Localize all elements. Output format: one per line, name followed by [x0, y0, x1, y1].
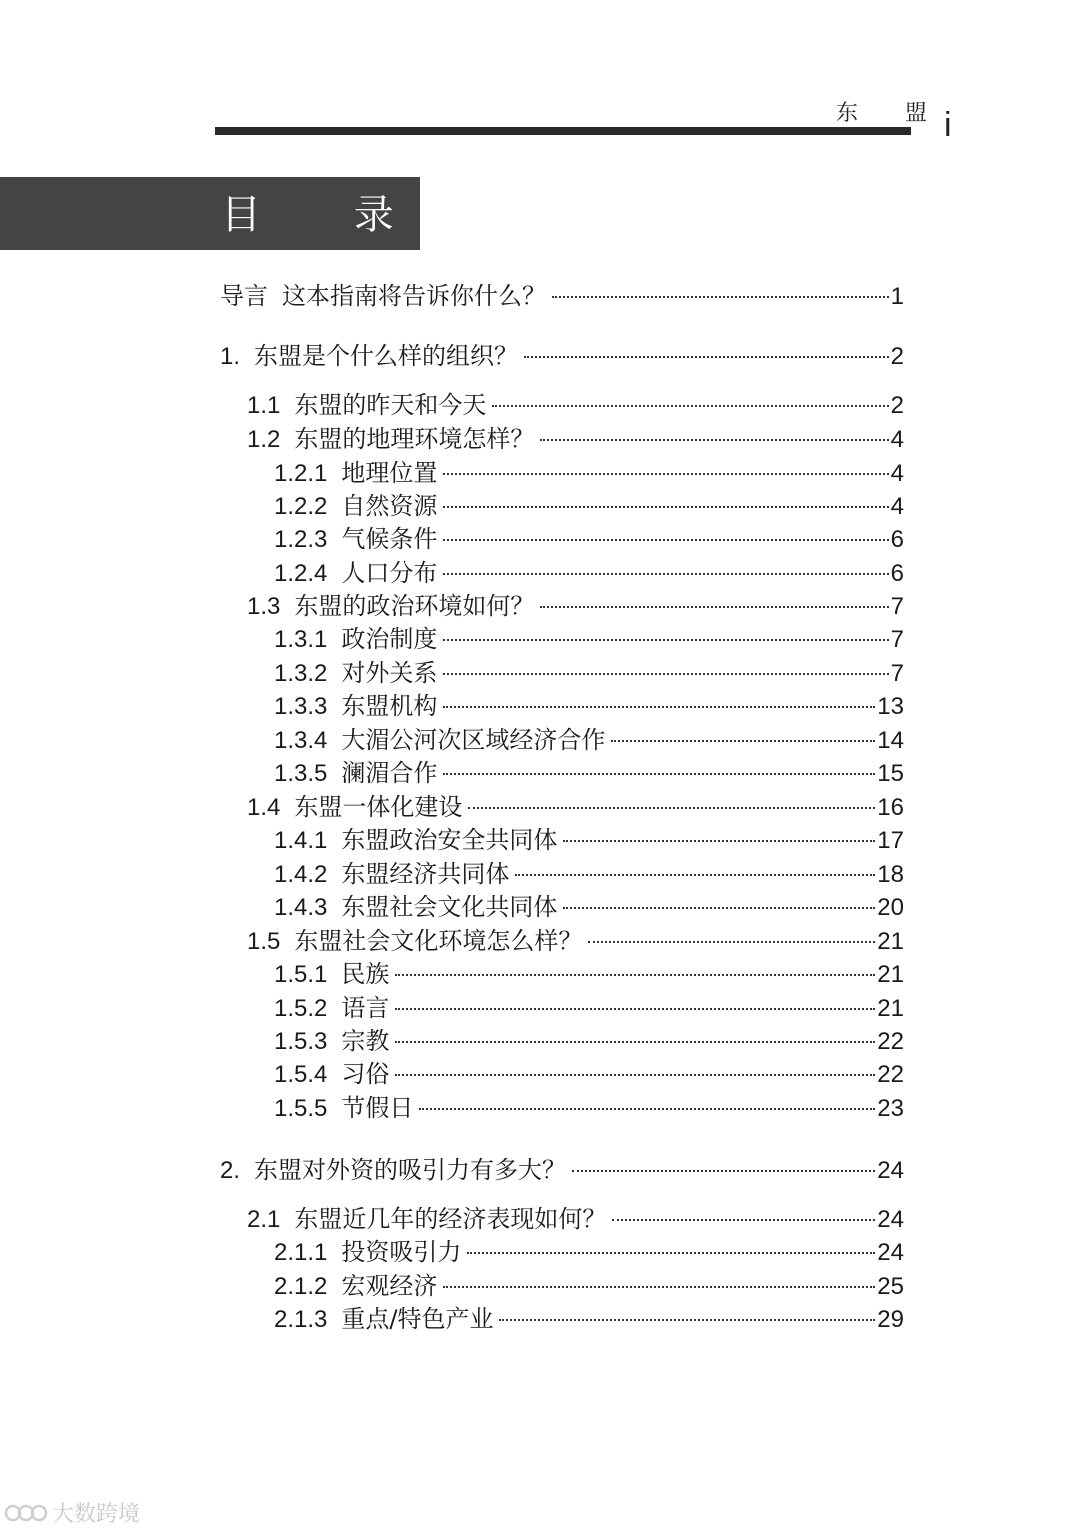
toc-entry-title: 东盟社会文化共同体	[341, 893, 558, 921]
toc-leader-dots	[395, 1074, 875, 1076]
toc-leader-dots	[395, 974, 875, 976]
toc-leader-dots	[443, 506, 888, 508]
toc-leader-dots	[443, 706, 875, 708]
toc-entry-title: 东盟社会文化环境怎么样？	[294, 927, 583, 955]
toc-leader-dots	[443, 639, 888, 641]
toc-leader-dots	[492, 405, 888, 407]
toc-entry-page: 2	[890, 343, 904, 370]
toc-entry[interactable]	[274, 1092, 904, 1124]
toc-entry-title: 投资吸引力	[341, 1238, 462, 1266]
toc-entry-title: 东盟是个什么样的组织？	[254, 342, 519, 370]
toc-entry-number: 1.4	[247, 794, 281, 821]
toc-entry-number: 1.4.3	[274, 894, 328, 921]
toc-entry-page: 23	[877, 1095, 904, 1122]
toc-entry[interactable]	[274, 757, 904, 789]
toc-entry-number: 1.2.1	[274, 460, 328, 487]
toc-entry-title: 东盟政治安全共同体	[341, 826, 558, 854]
toc-entry-number: 1.5.5	[274, 1095, 328, 1122]
toc-entry-page: 22	[877, 1061, 904, 1088]
toc-entry-number: 1.2.3	[274, 526, 328, 553]
toc-leader-dots	[419, 1108, 875, 1110]
toc-entry-number: 2.1	[247, 1206, 281, 1233]
toc-leader-dots	[540, 439, 888, 441]
toc-entry-title: 东盟一体化建设	[294, 793, 463, 821]
toc-entry[interactable]	[247, 590, 904, 622]
toc-leader-dots	[540, 606, 888, 608]
toc-leader-dots	[443, 473, 888, 475]
toc-entry-page: 24	[877, 1206, 904, 1233]
toc-entry-number: 1.2	[247, 426, 281, 453]
toc-entry[interactable]	[220, 280, 904, 312]
toc-entry-page: 4	[890, 426, 904, 453]
toc-entry-page: 17	[877, 827, 904, 854]
toc-entry[interactable]	[274, 623, 904, 655]
toc-entry-number: 1.5.2	[274, 995, 328, 1022]
toc-entry-number: 1.4.2	[274, 861, 328, 888]
toc-leader-dots	[612, 1219, 875, 1221]
toc-entry-title: 自然资源	[341, 492, 438, 520]
watermark-logo-icon	[4, 1499, 48, 1527]
toc-entry[interactable]	[274, 523, 904, 555]
toc-entry[interactable]	[220, 1154, 904, 1186]
toc-entry-number: 1.5.1	[274, 961, 328, 988]
toc-entry-page: 24	[877, 1157, 904, 1184]
page-number: i	[944, 106, 952, 144]
watermark	[4, 1497, 140, 1528]
toc-entry-page: 1	[890, 283, 904, 310]
toc-leader-dots	[572, 1170, 875, 1172]
toc-leader-dots	[611, 740, 875, 742]
toc-entry-number: 1.3.4	[274, 727, 328, 754]
toc-entry-number: 1.3.5	[274, 760, 328, 787]
toc-entry-page: 2	[890, 392, 904, 419]
toc-entry-title: 东盟的政治环境如何？	[294, 592, 535, 620]
toc-entry-page: 6	[890, 526, 904, 553]
toc-entry-page: 7	[890, 593, 904, 620]
toc-entry-number: 2.1.2	[274, 1273, 328, 1300]
toc-entry-title: 语言	[341, 994, 390, 1022]
toc-entry-number: 导言	[220, 283, 268, 310]
toc-entry-page: 20	[877, 894, 904, 921]
toc-entry-title: 宏观经济	[341, 1272, 438, 1300]
toc-entry-number: 2.1.3	[274, 1306, 328, 1333]
toc-leader-dots	[467, 1252, 875, 1254]
toc-leader-dots	[499, 1319, 875, 1321]
toc-entry-title: 政治制度	[341, 625, 438, 653]
toc-entry[interactable]	[274, 891, 904, 923]
toc-entry[interactable]	[247, 389, 904, 421]
watermark-text: 大数跨境	[52, 1502, 141, 1527]
toc-entry-number: 1.	[220, 343, 241, 370]
toc-entry-page: 21	[877, 961, 904, 988]
toc-entry-page: 13	[877, 693, 904, 720]
toc-entry[interactable]	[274, 1270, 904, 1302]
toc-leader-dots	[563, 840, 875, 842]
toc-leader-dots	[524, 356, 889, 358]
toc-entry[interactable]	[274, 1236, 904, 1268]
toc-entry-page: 21	[877, 928, 904, 955]
toc-entry-title: 东盟近几年的经济表现如何？	[294, 1205, 607, 1233]
toc-leader-dots	[443, 573, 888, 575]
toc-entry-page: 16	[877, 794, 904, 821]
toc-entry[interactable]	[274, 992, 904, 1024]
toc-entry[interactable]	[274, 1058, 904, 1090]
toc-entry[interactable]	[274, 1303, 904, 1335]
toc-entry-page: 7	[890, 660, 904, 687]
toc-entry[interactable]	[274, 1025, 904, 1057]
toc-entry[interactable]	[274, 490, 904, 522]
toc-entry-title: 地理位置	[341, 459, 438, 487]
toc-leader-dots	[443, 1286, 875, 1288]
toc-entry[interactable]	[247, 423, 904, 455]
toc-entry-title: 东盟经济共同体	[341, 860, 510, 888]
toc-entry-title: 澜湄合作	[341, 759, 438, 787]
toc-leader-dots	[443, 539, 888, 541]
toc-leader-dots	[443, 773, 875, 775]
toc-entry-page: 7	[890, 626, 904, 653]
toc-entry[interactable]	[247, 925, 904, 957]
toc-leader-dots	[515, 874, 875, 876]
toc-entry-number: 1.4.1	[274, 827, 328, 854]
toc-entry-title: 气候条件	[341, 525, 438, 553]
running-head: 东 盟	[836, 101, 947, 126]
toc-entry-page: 4	[890, 493, 904, 520]
toc-entry-title: 大湄公河次区域经济合作	[341, 726, 606, 754]
toc-entry[interactable]	[274, 958, 904, 990]
toc-entry-number: 1.3.2	[274, 660, 328, 687]
toc-entry[interactable]	[274, 858, 904, 890]
toc-entry[interactable]	[274, 724, 904, 756]
toc-entry-number: 1.3.3	[274, 693, 328, 720]
toc-entry-page: 4	[890, 460, 904, 487]
toc-entry-number: 1.5	[247, 928, 281, 955]
toc-entry-number: 1.2.2	[274, 493, 328, 520]
toc-entry-page: 25	[877, 1273, 904, 1300]
toc-entry-number: 1.1	[247, 392, 281, 419]
toc-entry-page: 15	[877, 760, 904, 787]
toc-entry-number: 1.3	[247, 593, 281, 620]
toc-entry[interactable]	[247, 791, 904, 823]
toc-entry-title: 宗教	[341, 1027, 390, 1055]
toc-entry-page: 29	[877, 1306, 904, 1333]
toc-entry-page: 14	[877, 727, 904, 754]
toc-entry-number: 1.2.4	[274, 560, 328, 587]
toc-entry-title: 东盟对外资的吸引力有多大？	[254, 1156, 567, 1184]
toc-leader-dots	[443, 673, 888, 675]
toc-entry[interactable]	[220, 340, 904, 372]
toc-entry-title: 东盟的昨天和今天	[294, 391, 487, 419]
toc-entry[interactable]	[274, 690, 904, 722]
toc-entry[interactable]	[274, 824, 904, 856]
toc-entry-page: 22	[877, 1028, 904, 1055]
toc-entry[interactable]	[247, 1203, 904, 1235]
toc-leader-dots	[395, 1008, 875, 1010]
toc-title: 目 录	[221, 192, 434, 238]
toc-entry-number: 2.	[220, 1157, 241, 1184]
toc-entry[interactable]	[274, 557, 904, 589]
toc-entry-page: 6	[890, 560, 904, 587]
toc-entry-number: 1.5.3	[274, 1028, 328, 1055]
toc-leader-dots	[552, 296, 889, 298]
toc-entry-page: 18	[877, 861, 904, 888]
toc-entry-title: 这本指南将告诉你什么？	[282, 282, 546, 310]
toc-leader-dots	[395, 1041, 875, 1043]
toc-leader-dots	[563, 907, 875, 909]
toc-entry-title: 民族	[341, 960, 390, 988]
toc-entry[interactable]	[274, 457, 904, 489]
toc-entry-title: 习俗	[341, 1060, 390, 1088]
toc-entry-page: 24	[877, 1239, 904, 1266]
toc-leader-dots	[468, 807, 875, 809]
toc-entry-title: 对外关系	[341, 659, 438, 687]
toc-entry-title: 人口分布	[341, 559, 438, 587]
toc-entry-title: 东盟机构	[341, 692, 438, 720]
toc-entry[interactable]	[274, 657, 904, 689]
toc-leader-dots	[588, 941, 875, 943]
toc-entry-number: 2.1.1	[274, 1239, 328, 1266]
toc-entry-page: 21	[877, 995, 904, 1022]
toc-entry-title: 东盟的地理环境怎样？	[294, 425, 535, 453]
toc-entry-title: 节假日	[341, 1094, 414, 1122]
toc-entry-number: 1.5.4	[274, 1061, 328, 1088]
toc-entry-number: 1.3.1	[274, 626, 328, 653]
toc-entry-title: 重点/特色产业	[341, 1305, 494, 1333]
